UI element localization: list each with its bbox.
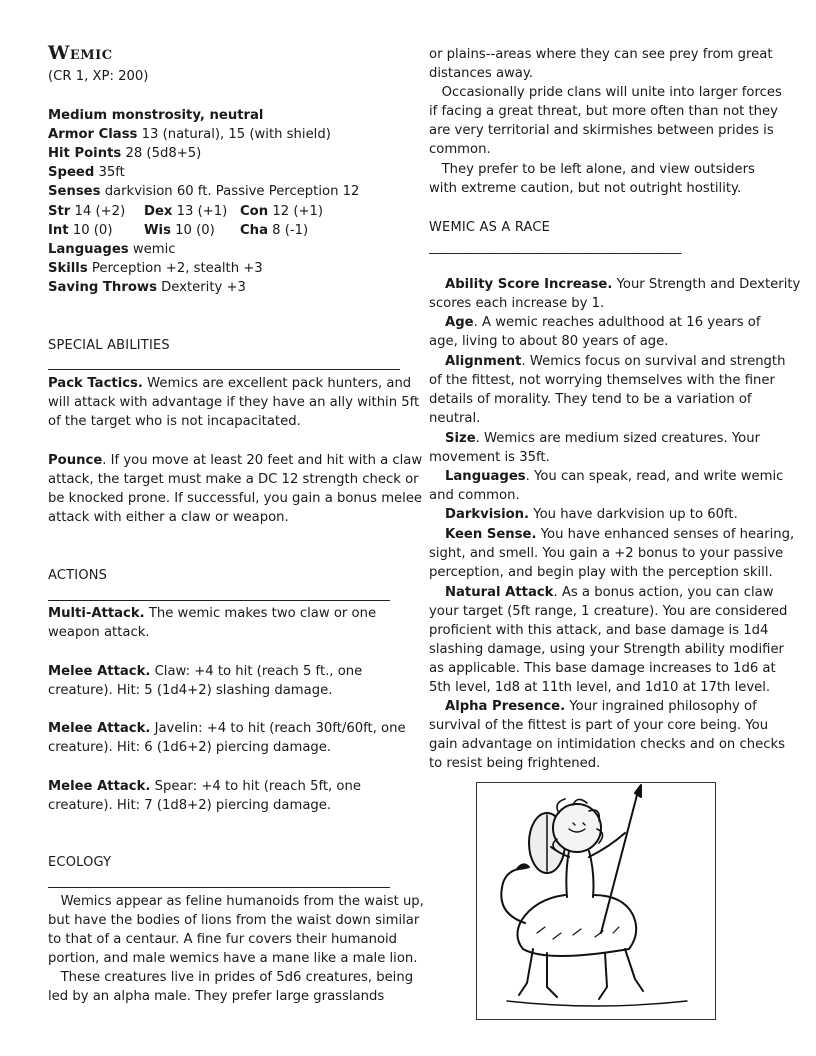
race-trait-line: and common. xyxy=(429,488,520,503)
ecology-line: These creatures live in prides of 5d6 creatures, being xyxy=(48,970,414,985)
ability-row-2: Int 10 (0) Wis 10 (0) Cha 8 (-1) xyxy=(48,223,309,238)
multi-attack-line: weapon attack. xyxy=(48,625,150,640)
ecology-line: are very territorial and skirmishes between prides is xyxy=(429,123,774,138)
race-trait-line: movement is 35ft. xyxy=(429,450,550,465)
hit-points: Hit Points 28 (5d8+5) xyxy=(48,146,202,161)
multi-attack: Multi-Attack. The wemic makes two claw or one xyxy=(48,606,377,621)
skills: Skills Perception +2, stealth +3 xyxy=(48,261,263,276)
ecology-line: or plains--areas where they can see prey from great xyxy=(429,47,773,62)
pounce-line: attack with either a claw or weapon. xyxy=(48,510,289,525)
pack-tactics-line: of the target who is not incapacitated. xyxy=(48,414,301,429)
senses: Senses darkvision 60 ft. Passive Perception 12 xyxy=(48,184,360,199)
claw-attack: Melee Attack. Claw: +4 to hit (reach 5 ft., one xyxy=(48,664,363,679)
javelin-attack-line: creature). Hit: 6 (1d6+2) piercing damage. xyxy=(48,740,332,755)
race-trait-line: your target (5ft range, 1 creature). You are considered xyxy=(429,604,788,619)
alignment-trait: Alignment. Wemics focus on survival and strength xyxy=(445,354,786,369)
race-trait-line: sight, and smell. You gain a +2 bonus to your passive xyxy=(429,546,784,561)
race-trait-line: age, living to about 80 years of age. xyxy=(429,334,669,349)
race-trait-line: scores each increase by 1. xyxy=(429,296,605,311)
ecology-line: with extreme caution, but not outright hostility. xyxy=(429,181,742,196)
ecology-heading: ECOLOGY xyxy=(48,855,112,870)
race-trait-line: gain advantage on intimidation checks and on checks xyxy=(429,737,785,752)
ecology-line: portion, and male wemics have a mane like a male lion. xyxy=(48,951,418,966)
ecology-line: Wemics appear as feline humanoids from the waist up, xyxy=(48,894,424,909)
speed: Speed 35ft xyxy=(48,165,125,180)
pounce: Pounce. If you move at least 20 feet and hit with a claw xyxy=(48,453,423,468)
ecology-line: if facing a great threat, but more often than not they xyxy=(429,104,778,119)
special-abilities-heading: SPECIAL ABILITIES xyxy=(48,338,170,353)
pounce-line: attack, the target must make a DC 12 strength check or xyxy=(48,472,419,487)
section-divider xyxy=(48,369,400,370)
keen-sense-trait: Keen Sense. You have enhanced senses of hearing, xyxy=(445,527,795,542)
race-trait-line: to resist being frightened. xyxy=(429,756,601,771)
race-trait-line: neutral. xyxy=(429,411,481,426)
race-trait-line: slashing damage, using your Strength ability modifier xyxy=(429,642,784,657)
natural-attack-trait: Natural Attack. As a bonus action, you can claw xyxy=(445,585,774,600)
spear-attack: Melee Attack. Spear: +4 to hit (reach 5ft, one xyxy=(48,779,361,794)
race-trait-line: details of morality. They tend to be a variation of xyxy=(429,392,752,407)
ecology-line: led by an alpha male. They prefer large grasslands xyxy=(48,989,385,1004)
javelin-attack: Melee Attack. Javelin: +4 to hit (reach 30ft/60ft, one xyxy=(48,721,406,736)
armor-class: Armor Class 13 (natural), 15 (with shield) xyxy=(48,127,331,142)
race-trait-line: as applicable. This base damage increases to 1d6 at xyxy=(429,661,776,676)
size-trait: Size. Wemics are medium sized creatures. Your xyxy=(445,431,761,446)
alpha-presence-trait: Alpha Presence. Your ingrained philosophy of xyxy=(445,699,757,714)
pack-tactics-line: will attack with advantage if they have an ally within 5ft xyxy=(48,395,420,410)
challenge-rating: (CR 1, XP: 200) xyxy=(48,69,149,84)
race-trait-line: of the fittest, not worrying themselves with the finer xyxy=(429,373,775,388)
ecology-line: They prefer to be left alone, and view outsiders xyxy=(429,162,755,177)
actions-heading: ACTIONS xyxy=(48,568,108,583)
languages-trait: Languages. You can speak, read, and write wemic xyxy=(445,469,784,484)
languages: Languages wemic xyxy=(48,242,176,257)
race-trait-line: 5th level, 1d8 at 11th level, and 1d10 at 17th level. xyxy=(429,680,771,695)
ecology-line: common. xyxy=(429,142,491,157)
pounce-line: be knocked prone. If successful, you gain a bonus melee xyxy=(48,491,423,506)
monster-type: Medium monstrosity, neutral xyxy=(48,108,264,123)
monster-name: Wemic xyxy=(48,42,113,64)
section-divider xyxy=(48,600,390,601)
claw-attack-line: creature). Hit: 5 (1d4+2) slashing damage. xyxy=(48,683,333,698)
wemic-illustration xyxy=(476,782,716,1020)
age-trait: Age. A wemic reaches adulthood at 16 years of xyxy=(445,315,761,330)
ecology-line: Occasionally pride clans will unite into larger forces xyxy=(429,85,782,100)
ability-row-1: Str 14 (+2) Dex 13 (+1) Con 12 (+1) xyxy=(48,204,324,219)
race-trait-line: proficient with this attack, and base damage is 1d4 xyxy=(429,623,769,638)
race-trait-line: perception, and begin play with the perception skill. xyxy=(429,565,773,580)
ecology-line: but have the bodies of lions from the waist down similar xyxy=(48,913,420,928)
ecology-line: distances away. xyxy=(429,66,534,81)
ecology-line: to that of a centaur. A fine fur covers their humanoid xyxy=(48,932,398,947)
race-underline: __________________________________________ xyxy=(429,240,681,255)
spear-attack-line: creature). Hit: 7 (1d8+2) piercing damage. xyxy=(48,798,332,813)
section-divider xyxy=(48,887,390,888)
race-trait-line: survival of the fittest is part of your core being. You xyxy=(429,718,769,733)
saving-throws: Saving Throws Dexterity +3 xyxy=(48,280,246,295)
ability-score-increase: Ability Score Increase. Your Strength and Dexterity xyxy=(445,277,801,292)
darkvision-trait: Darkvision. You have darkvision up to 60ft. xyxy=(445,507,738,522)
pack-tactics: Pack Tactics. Wemics are excellent pack hunters, and xyxy=(48,376,412,391)
race-heading: WEMIC AS A RACE xyxy=(429,220,551,235)
